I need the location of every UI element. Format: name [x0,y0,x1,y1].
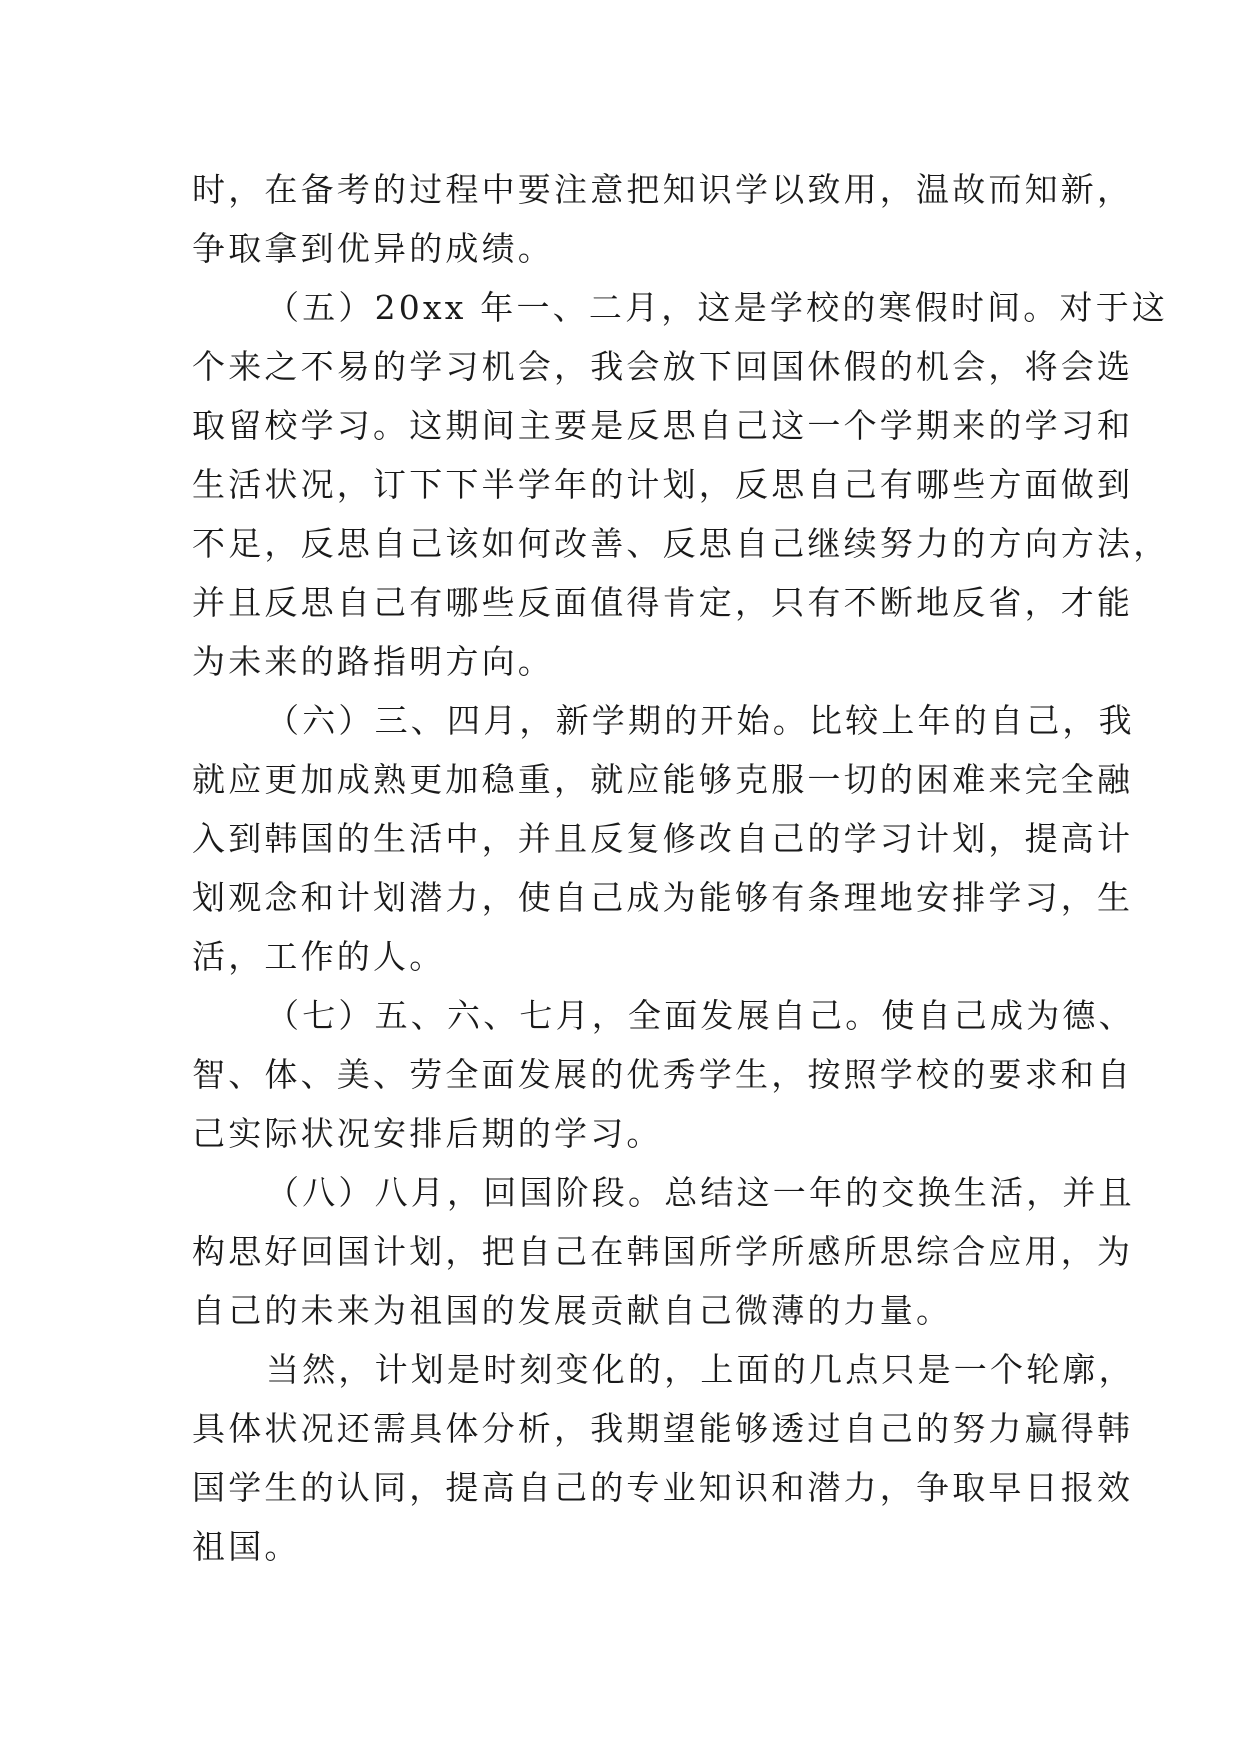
text-line: 入到韩国的生活中，并且反复修改自己的学习计划，提高计 [192,819,1134,858]
text-line: 活，工作的人。 [192,937,446,976]
text-line: 智、体、美、劳全面发展的优秀学生，按照学校的要求和自 [192,1055,1134,1094]
text-line: 时，在备考的过程中要注意把知识学以致用，温故而知新， [192,170,1134,209]
text-line: 生活状况，订下下半学年的计划，反思自己有哪些方面做到 [192,465,1134,504]
text-line: 祖国。 [192,1527,301,1566]
paragraph-new-semester [192,691,1135,986]
text-line: 自己的未来为祖国的发展贡献自己微薄的力量。 [192,1291,953,1330]
text-line: 当然，计划是时刻变化的，上面的几点只是一个轮廓， [266,1350,1135,1389]
text-line: 争取拿到优异的成绩。 [192,229,554,268]
text-line: 构思好回国计划，把自己在韩国所学所感所思综合应用，为 [192,1232,1134,1271]
text-line: 划观念和计划潜力，使自己成为能够有条理地安排学习，生 [192,878,1134,917]
text-line: 并且反思自己有哪些反面值得肯定，只有不断地反省，才能 [192,583,1134,622]
paragraph-full-development [192,986,1135,1163]
text-line: 就应更加成熟更加稳重，就应能够克服一切的困难来完全融 [192,760,1134,799]
text-line: 具体状况还需具体分析，我期望能够透过自己的努力赢得韩 [192,1409,1134,1448]
text-line: （七）五、六、七月，全面发展自己。使自己成为德、 [266,996,1135,1035]
text-line: 取留校学习。这期间主要是反思自己这一个学期来的学习和 [192,406,1134,445]
text-line: 个来之不易的学习机会，我会放下回国休假的机会，将会选 [192,347,1134,386]
text-line: 己实际状况安排后期的学习。 [192,1114,663,1153]
paragraph-conclusion [192,1340,1135,1576]
paragraph-return-home [192,1163,1135,1340]
text-line: 不足，反思自己该如何改善、反思自己继续努力的方向方法， [192,524,1170,563]
text-line: （八）八月，回国阶段。总结这一年的交换生活，并且 [266,1173,1135,1212]
paragraph-continuation [192,160,1134,278]
text-line: （五）20xx 年一、二月，这是学校的寒假时间。对于这 [266,288,1169,327]
text-line: （六）三、四月，新学期的开始。比较上年的自己，我 [266,701,1135,740]
paragraph-winter-break [192,278,1170,691]
text-line: 国学生的认同，提高自己的专业知识和潜力，争取早日报效 [192,1468,1134,1507]
body-text [192,160,1170,1576]
text-line: 为未来的路指明方向。 [192,642,554,681]
